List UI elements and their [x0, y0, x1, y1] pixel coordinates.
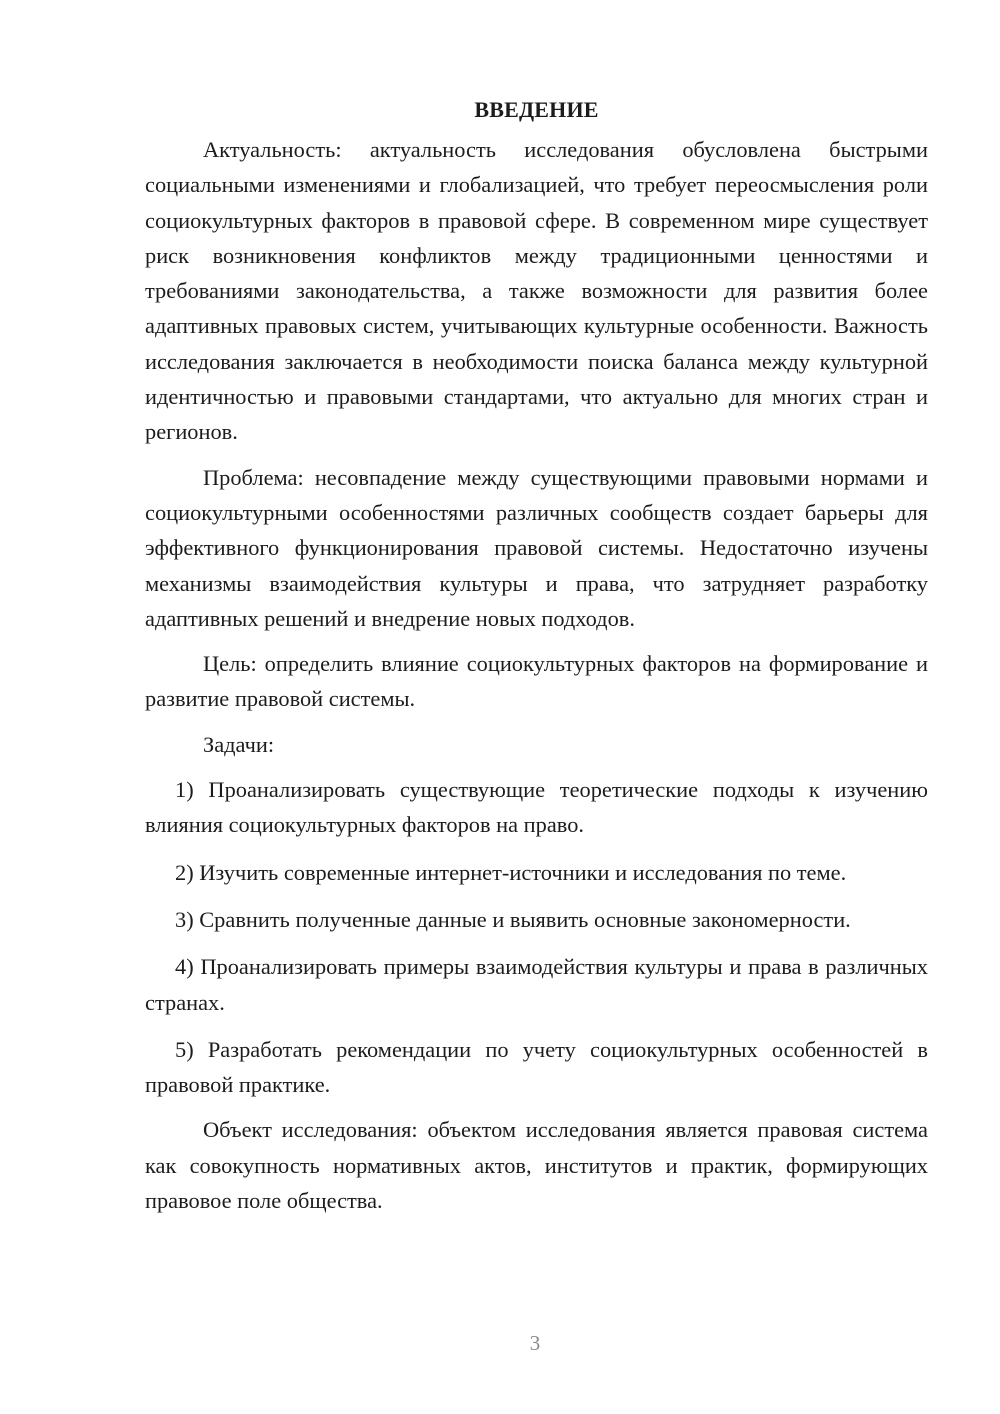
page-content — [145, 92, 928, 1218]
paragraph-goal: Цель: определить влияние социокультурных факторов на формирование и развитие правовой системы. — [145, 651, 928, 712]
paragraph-problem: Проблема: несовпадение между существующими правовыми нормами и социокультурными особенностями различных сообществ создает барьеры для эффективного функционирования правовой системы. Недостаточно изучены механизмы взаимодействия культуры и права, что затрудняет разработку адаптивных решений и внедрение новых подходов. — [145, 464, 928, 631]
task-item-2: 2) Изучить современные интернет-источники и исследования по теме. — [175, 859, 847, 885]
task-item-1: 1) Проанализировать существующие теоретические подходы к изучению влияния социокультурных факторов на право. — [145, 777, 928, 838]
paragraph-object: Объект исследования: объектом исследования является правовая система как совокупность нормативных актов, институтов и практик, формирующих правовое поле общества. — [145, 1117, 928, 1214]
section-title: ВВЕДЕНИЕ — [474, 97, 599, 122]
paragraph-relevance: Актуальность: актуальность исследования обусловлена быстрыми социальными изменениями и глобализацией, что требует переосмысления роли социокультурных факторов в правовой сфере. В современном мире существует риск возникновения конфликтов между традиционными ценностями и требованиями законодательства, а также возможности для развития более адаптивных правовых систем, учитывающих культурные особенности. Важность исследования заключается в необходимости поиска баланса между культурной идентичностью и правовыми стандартами, что актуально для многих стран и регионов. — [145, 137, 928, 445]
task-item-4: 4) Проанализировать примеры взаимодействия культуры и права в различных странах. — [145, 954, 928, 1015]
task-item-5: 5) Разработать рекомендации по учету социокультурных особенностей в правовой практике. — [145, 1036, 928, 1098]
task-item-3: 3) Сравнить полученные данные и выявить основные закономерности. — [175, 906, 851, 932]
page-number: 3 — [529, 1331, 541, 1355]
tasks-heading: Задачи: — [203, 731, 275, 757]
